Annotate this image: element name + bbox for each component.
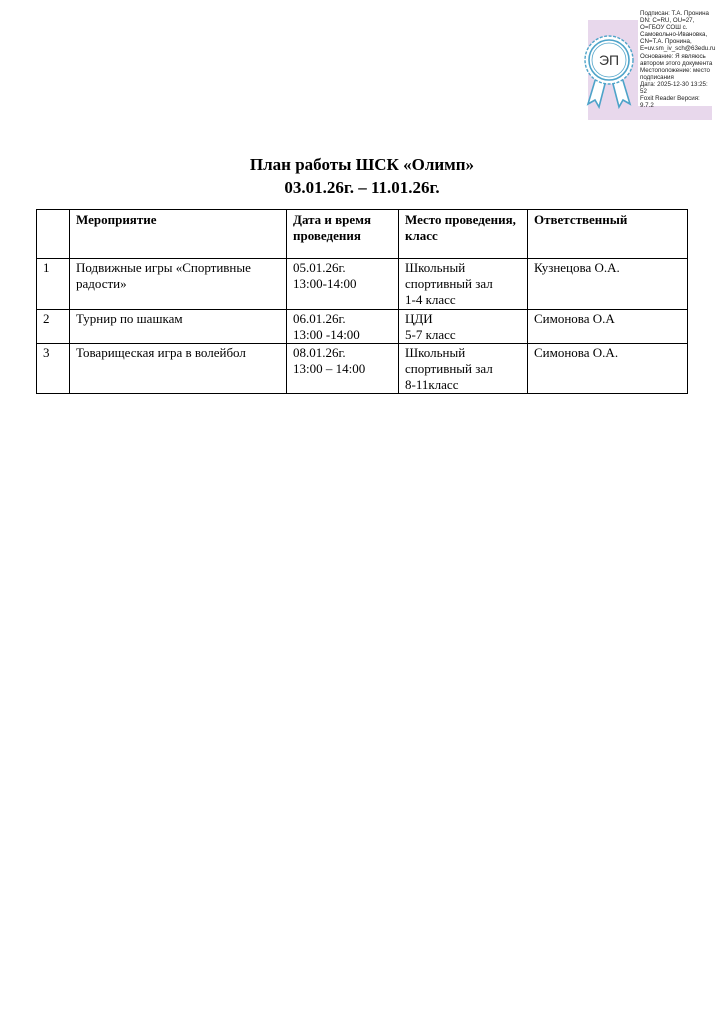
row-number: 2 (37, 310, 70, 344)
signature-line: DN: C=RU, OU=27, (640, 17, 695, 25)
event-datetime (287, 344, 399, 394)
table-header-row (37, 210, 688, 259)
document-title: План работы ШСК «Олимп» (249, 155, 475, 174)
table-row (37, 259, 688, 310)
row-number: 3 (37, 344, 70, 394)
event-date: 05.01.26г. (293, 260, 346, 275)
place-name: Школьный спортивный зал (405, 260, 493, 291)
event-time: 13:00-14:00 (293, 276, 357, 291)
place-grade: 8-11класс (405, 377, 459, 392)
signature-line: Самовольно-Ивановка, (640, 31, 708, 39)
stamp-badge-text: ЭП (598, 52, 620, 68)
signature-line: подписания (640, 73, 674, 81)
event-responsible: Кузнецова О.А. (528, 259, 688, 310)
event-datetime (287, 310, 399, 344)
header-event: Мероприятие (70, 210, 287, 259)
table-row (37, 310, 688, 344)
signature-line: E=uv.sm_iv_sch@63edu.ru (640, 45, 716, 53)
header-datetime: Дата и время проведения (287, 210, 399, 259)
document-date-range: 03.01.26г. – 11.01.26г. (284, 178, 440, 197)
signature-rosette-icon (580, 34, 638, 110)
header-responsible: Ответственный (528, 210, 688, 259)
signature-line: автором этого документа (640, 59, 713, 67)
event-name: Турнир по шашкам (70, 310, 287, 344)
event-time: 13:00 -14:00 (293, 327, 360, 342)
signature-line: 9.7.2 (640, 102, 654, 110)
table-row (37, 344, 688, 394)
signature-line: CN=Т.А. Пронина, (640, 38, 692, 46)
header-place: Место проведения, класс (399, 210, 528, 259)
place-name: Школьный спортивный зал (405, 345, 493, 376)
event-name: Товарищеская игра в волейбол (70, 344, 287, 394)
event-place (399, 259, 528, 310)
event-place (399, 310, 528, 344)
event-time: 13:00 – 14:00 (293, 361, 366, 376)
event-date: 06.01.26г. (293, 311, 346, 326)
signature-line: Дата: 2025-12-30 13:25: (640, 80, 708, 88)
signature-stamp (572, 6, 722, 122)
place-grade: 5-7 класс (405, 327, 456, 342)
signature-line: O=ГБОУ СОШ с. (640, 24, 688, 32)
event-responsible: Симонова О.А. (528, 344, 688, 394)
place-grade: 1-4 класс (405, 292, 456, 307)
signature-line: 52 (640, 88, 647, 96)
signature-line: Подписан: Т.А. Пронина (640, 10, 709, 17)
signature-line: Foxit Reader Версия: (640, 95, 700, 103)
event-responsible: Симонова О.А (528, 310, 688, 344)
signature-line: Местоположение: место (640, 66, 710, 74)
signature-details (640, 10, 724, 109)
event-place (399, 344, 528, 394)
event-name: Подвижные игры «Спортивные радости» (70, 259, 287, 310)
plan-table (36, 209, 688, 394)
row-number: 1 (37, 259, 70, 310)
header-number (37, 210, 70, 259)
place-name: ЦДИ (405, 311, 433, 326)
event-datetime (287, 259, 399, 310)
signature-line: Основание: Я являюсь (640, 52, 706, 60)
event-date: 08.01.26г. (293, 345, 346, 360)
